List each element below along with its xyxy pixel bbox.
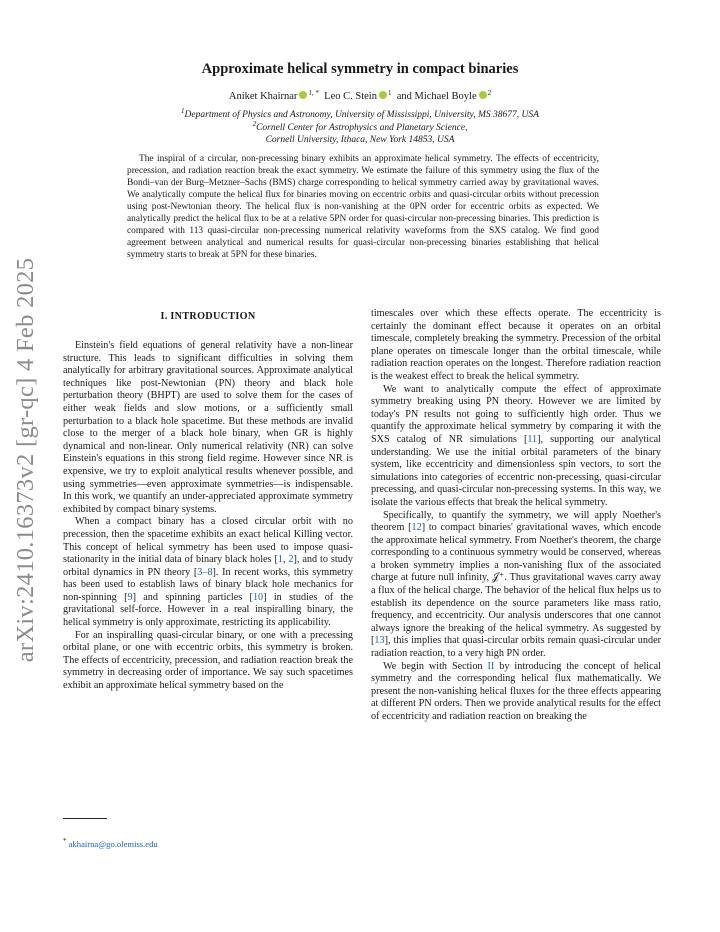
- author-name: Leo C. Stein: [324, 91, 377, 102]
- footnote: [63, 839, 158, 849]
- paragraph: timescales over which these effects operate. The eccentricity is certainly the dominant effect because it operates on an orbital timescale, completely breaking the symmetry. Precession of the orbital plane operates on timescale longer than the orbital timescale, while radiation reaction operates on the longest. Therefore radiation reaction is the weakest effect to break the helical symmetry.: [371, 308, 661, 382]
- paragraph: We begin with Section II by introducing the concept of helical symmetry and the corresponding helical flux mathematically. We present the non-vanishing helical fluxes for the three effects appearing at different PN orders. Then we provide analytical results for the effect of eccentricity and radiation reaction on breaking the: [371, 660, 662, 722]
- paper-title: Approximate helical symmetry in compact binaries: [201, 61, 519, 77]
- citation-link[interactable]: 3–8: [197, 566, 213, 578]
- footnote-mark: *: [63, 837, 67, 845]
- affiliations: [100, 109, 620, 147]
- citation-link[interactable]: 13: [374, 635, 385, 647]
- orcid-icon[interactable]: [379, 91, 387, 99]
- footnote-divider: [63, 818, 107, 819]
- section-link[interactable]: II: [487, 660, 495, 672]
- abstract-text: The inspiral of a circular, non-precessing binary exhibits an approximate helical symmetry. The effects of eccentricity, precession, and radiation reaction break the exact symmetry. We estimate the failure of this symmetry using the flux of the Bondi–van der Burg–Metzner–Sachs (BMS) charge corresponding to helical symmetry carried away by gravitational waves. We analytically compute the helical flux for binaries moving on eccentric orbits and quasi-circular orbits without precession using post-Newtonian theory. The helical flux is non-vanishing at the 0PN order for eccentric orbits as expected. We analytically predict the helical flux to be at a relative 5PN order for quasi-circular non-precessing binaries. This prediction is compared with 113 quasi-circular non-precessing numerical relativity waveforms from the SXS catalog. We find good agreement between analytical and numerical results for quasi-circular non-precessing binaries establishing that helical symmetry starts to break at 5PN for these binaries.: [127, 154, 599, 260]
- paragraph: Specifically, to quantify the symmetry, we will apply Noether's theorem [12] to compact binaries' gravitational waves, which encode the approximate helical symmetry. From Noether's theorem, the charge corresponding to a continuous symmetry would be conserved, whereas a broken symmetry implies a non-vanishing flux of the associated charge at future null infinity, 𝒥⁺. Thus gravitational waves carry away a flux of the helical charge. The behavior of the helical flux helps us to establish its dependence on the source parameters like mass ratio, frequency, and eccentricity. Our analysis underscores that one cannot always ignore the breaking of the helical symmetry. As suggested by [13], this implies that quasi-circular orbits remain quasi-circular under radiation reaction, to a very high PN order.: [371, 509, 661, 660]
- author-join: and: [396, 91, 412, 102]
- arxiv-side-stamp: [8, 257, 44, 663]
- author-name: Michael Boyle: [414, 91, 477, 102]
- arxiv-identifier: arXiv:2410.16373v2 [gr-qc] 4 Feb 2025: [12, 257, 39, 663]
- paragraph: We want to analytically compute the effect of approximate symmetry breaking using PN theory. However we are limited by today's PN results not going to sufficiently high order. Thus we quantify the approximate helical symmetry by comparing it with the SXS catalog of NR simulations [11], supporting our analytical understanding. We use the initial orbital parameters of the binary system, like eccentricity and dimensionless spin vectors, to sort the simulations into categories of eccentric non-precessing, quasi-circular precessing, and quasi-circular non-precessing systems. In this way, we isolate the various effects that break the helical symmetry.: [371, 383, 661, 508]
- email-link[interactable]: akhairna@go.olemiss.edu: [68, 839, 158, 849]
- paragraph: For an inspiralling quasi-circular binary, or one with a precessing orbital plane, or one with eccentric orbits, this symmetry is broken. The effects of eccentricity, precession, and radiation reaction break the symmetry in decreasing order of importance. We say such spacetimes exhibit an approximate helical symmetry based on the: [63, 629, 353, 692]
- affiliation-line: Cornell University, Ithaca, New York 14853, USA: [265, 135, 455, 145]
- orcid-icon[interactable]: [479, 91, 487, 99]
- paragraph: When a compact binary has a closed circular orbit with no precession, then the spacetime exhibits an exact helical Killing vector. This concept of helical symmetry has been used to impose quasi-stationarity in the initial data of binary black holes [1, 2], and to study orbital dynamics in PN theory [3–8]. In recent works, this symmetry has been used to establish laws of binary black hole mechanics for non-spinning [9] and spinning particles [10] in studies of the gravitational self-force. However in a real inspiralling binary, the helical symmetry is only approximate, restricting its applicability.: [63, 516, 353, 629]
- citation-link[interactable]: 9: [127, 591, 133, 603]
- section-heading: I. INTRODUCTION: [160, 311, 256, 322]
- citation-link[interactable]: 10: [252, 591, 264, 603]
- citation-link[interactable]: 1: [277, 554, 283, 566]
- left-column: [63, 340, 353, 693]
- author-list: Aniket Khairnar $^{1, *}$ Leo C. Stein $^1$ and Michael Boyle $^2$: [228, 89, 492, 102]
- orcid-icon[interactable]: [299, 91, 307, 99]
- abstract: [127, 153, 599, 261]
- paragraph: Einstein's field equations of general relativity have a non-linear structure. This leads to significant difficulties in solving them analytically for arbitrary gravitational sources. Approximate analytical techniques like post-Newtonian (PN) theory and black hole perturbation theory (BHPT) are used to solve them for the cases of either weak fields and slow motions, or a sufficiently small perturbation to a black hole spacetime. But these methods are invalid close to the merger of a black hole binary, when GR is highly dynamical and non-linear. Only numerical relativity (NR) can solve Einstein's equations in this strong field regime. However since NR is expensive, we try to exploit analytical results whenever possible, and using symmetries—even approximate symmetries—is indispensable. In this work, we quantify an under-appreciated approximate symmetry exhibited by compact binary systems.: [63, 340, 353, 515]
- right-column: [371, 308, 661, 724]
- citation-link[interactable]: 11: [527, 433, 538, 445]
- author-name: Aniket Khairnar: [228, 91, 298, 102]
- affiliation-line: $^1$Department of Physics and Astronomy, University of Mississippi, University, MS 38677, USA: [181, 107, 539, 120]
- citation-link[interactable]: 12: [411, 522, 422, 534]
- affiliation-line: $^2$Cornell Center for Astrophysics and Planetary Science,: [252, 119, 468, 133]
- citation-link[interactable]: 2: [288, 554, 294, 566]
